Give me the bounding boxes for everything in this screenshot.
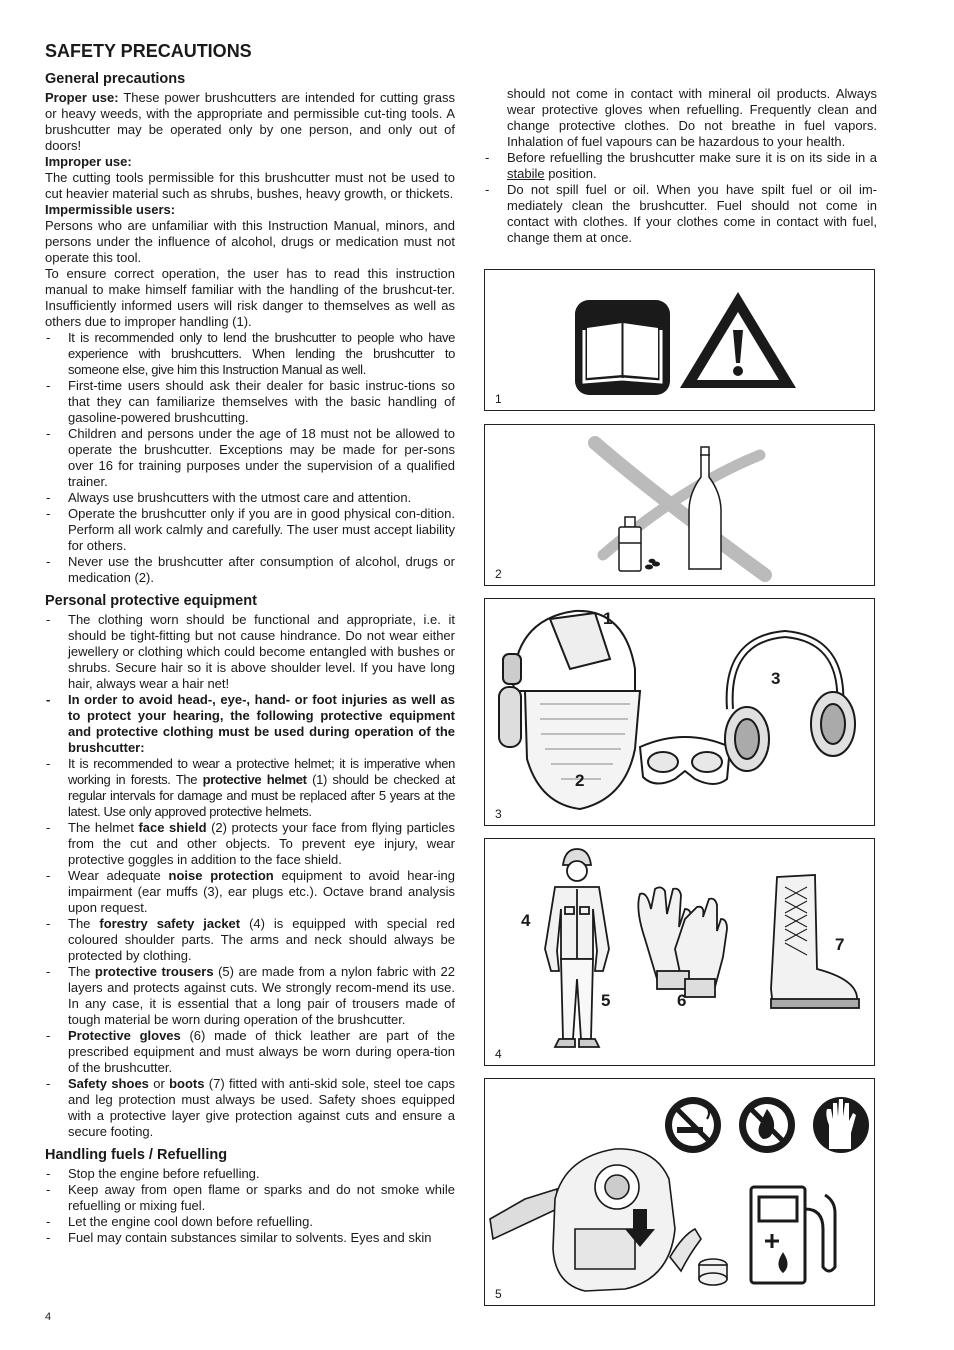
list-item: - Let the engine cool down before refuelling. bbox=[45, 1214, 455, 1230]
callout-helmet: 1 bbox=[603, 609, 613, 628]
list-item bbox=[45, 1028, 455, 1076]
list-item bbox=[45, 964, 455, 1028]
list-item: - It is recommended only to lend the brushcutter to people who have experience with brushcutters. When lending the brushcutter to someone else, give him this Instruction Manual as well. bbox=[45, 330, 455, 378]
read-manual-icon bbox=[575, 300, 670, 395]
list-item: - Children and persons under the age of 18 must not be allowed to operate the brushcutter. Exceptions may be made for per-sons over 16 for training purposes under the supervision of a qualified trainer. bbox=[45, 426, 455, 490]
bold-run: protective helmet bbox=[202, 772, 307, 787]
goggles-icon bbox=[640, 737, 730, 784]
list-item: - Keep away from open flame or sparks and do not smoke while refuelling or mixing fuel. bbox=[45, 1182, 455, 1214]
wear-gloves-icon bbox=[813, 1097, 869, 1153]
protective-clothing-illustration bbox=[485, 839, 876, 1067]
text-run: Wear adequate bbox=[68, 868, 169, 883]
manual-warning-illustration bbox=[485, 270, 876, 412]
underlined-run: stabile bbox=[507, 166, 545, 181]
wine-bottle-icon bbox=[689, 447, 721, 569]
text-run: (4) is equipped with special red coloured shoulder parts. The arms and neck should always be protected by clothing. bbox=[68, 916, 455, 963]
figure-2 bbox=[484, 424, 875, 586]
fuel-continuation: should not come in contact with mineral oil products. Always wear protective gloves when refuelling. Frequently clean and change protective clothes. Do not breathe in fuel vapors. Inhalation of fuel vapours can be hazardous to your health. bbox=[507, 86, 877, 149]
general-list bbox=[45, 330, 455, 586]
protective-trousers-icon bbox=[555, 959, 599, 1047]
list-item: - Operate the brushcutter only if you are in good physical con-dition. Perform all work calmly and carefully. The user must accept liability for others. bbox=[45, 506, 455, 554]
general-heading: General precautions bbox=[45, 71, 186, 87]
pills-icon bbox=[645, 559, 660, 570]
no-open-flame-icon bbox=[739, 1097, 795, 1153]
text-run: (5) are made from a nylon fabric with 22 layers and protects against cuts. We strongly recom-mend its use. In any case, it is essential that a long pair of trousers made of tough material be worn during operation of the brushcutter. bbox=[68, 964, 455, 1027]
no-smoking-icon bbox=[665, 1097, 721, 1153]
warning-triangle-icon bbox=[680, 292, 796, 388]
face-shield-icon bbox=[525, 691, 640, 809]
proper-use-text: These power brushcutters are intended for cutting grass or heavy weeds, with the appropriate and permissible cut-ting tools. A brushcutter may be operated only by one person, and only out of doors! bbox=[45, 90, 455, 153]
text-run: (1) should be checked at regular intervals for damage and must be replaced after 5 years at the latest. Use only approved protective helmets. bbox=[68, 772, 455, 819]
figure-5 bbox=[484, 1078, 875, 1306]
figure-number: 3 bbox=[495, 807, 502, 821]
protective-gloves-icon bbox=[638, 887, 727, 997]
figure-4 bbox=[484, 838, 875, 1066]
fuel-list-right bbox=[484, 150, 877, 246]
bold-run: face shield bbox=[138, 820, 207, 835]
list-item: - Stop the engine before refuelling. bbox=[45, 1166, 455, 1182]
brushcutter-engine-icon bbox=[490, 1149, 701, 1291]
impermissible-users-text: Persons who are unfamiliar with this Instruction Manual, minors, and persons under the influence of alcohol, drugs or medication must not operate this tool. bbox=[45, 218, 455, 265]
page-title: SAFETY PRECAUTIONS bbox=[45, 41, 252, 61]
list-item: - First-time users should ask their dealer for basic instruc-tions so that they can familiarize themselves with the basic handling of gasoline-powered brushcutting. bbox=[45, 378, 455, 426]
bold-run: protective trousers bbox=[94, 964, 214, 979]
list-item bbox=[45, 868, 455, 916]
left-column bbox=[45, 40, 455, 1246]
proper-use-label: Proper use: bbox=[45, 90, 119, 105]
text-run: equipment to avoid hear-ing impairment (ear muffs (3), ear plugs etc.). Octave brand analysis upon request. bbox=[68, 868, 455, 915]
ppe-heading: Personal protective equipment bbox=[45, 593, 257, 609]
list-item: - Do not spill fuel or oil. When you have spilt fuel or oil im-mediately clean the brushcutter. Fuel should not come in contact with clothes. If your clothes come in contact with fuel, change them at once. bbox=[484, 182, 877, 246]
bold-run: Protective gloves bbox=[68, 1028, 181, 1043]
list-item: - In order to avoid head-, eye-, hand- or foot injuries as well as to protect your hearing, the following protective equipment and protective clothing must be used during operation of the brushcutter: bbox=[45, 692, 455, 756]
ppe-list bbox=[45, 612, 455, 1140]
proper-use-paragraph bbox=[45, 90, 455, 154]
bold-run: noise protection bbox=[168, 868, 274, 883]
list-item bbox=[45, 1076, 455, 1140]
text-run: (7) fitted with anti-skid sole, steel toe caps and leg protection must always be used. Safety shoes equipped with a protective layer give protection against cuts and ensure a secure footing. bbox=[68, 1076, 455, 1139]
callout-jacket: 4 bbox=[521, 911, 531, 930]
callout-face-shield: 2 bbox=[575, 771, 585, 790]
fuel-pump-icon bbox=[751, 1187, 835, 1283]
bold-run: Safety shoes bbox=[68, 1076, 149, 1091]
figure-number: 1 bbox=[495, 392, 502, 406]
figure-1 bbox=[484, 269, 875, 411]
figure-number: 4 bbox=[495, 1047, 502, 1061]
text-run: Before refuelling the brushcutter make sure it is on its side in a bbox=[507, 150, 877, 165]
person-helmet-icon bbox=[563, 849, 591, 881]
callout-ear-muffs: 3 bbox=[771, 669, 781, 688]
impermissible-users-label: Impermissible users: bbox=[45, 202, 176, 217]
list-item bbox=[45, 820, 455, 868]
callout-boots: 7 bbox=[835, 935, 845, 954]
bold-run: forestry safety jacket bbox=[99, 916, 241, 931]
list-item: - Fuel may contain substances similar to solvents. Eyes and skin bbox=[45, 1230, 455, 1246]
fuel-heading: Handling fuels / Refuelling bbox=[45, 1147, 228, 1163]
text-run: (2) protects your face from flying particles from the cut and other objects. To prevent eye injury, wear protective goggles in addition to the face shield. bbox=[68, 820, 455, 867]
callout-gloves: 6 bbox=[677, 991, 687, 1010]
page-number: 4 bbox=[45, 1311, 52, 1323]
list-item bbox=[45, 916, 455, 964]
text-run: The bbox=[68, 964, 95, 979]
bold-run: boots bbox=[169, 1076, 205, 1091]
head-protection-illustration bbox=[485, 599, 876, 827]
improper-use-label: Improper use: bbox=[45, 154, 132, 169]
list-item: - Always use brushcutters with the utmost care and attention. bbox=[45, 490, 455, 506]
list-item: - The clothing worn should be functional and appropriate, i.e. it should be tight-fitting but not cause hindrance. Do not wear either jewellery or clothing which could become entangled with bushes or shrubs. Secure hair so it is above shoulder level. If you have long hair, always wear a hair net! bbox=[45, 612, 455, 692]
text-run: The bbox=[68, 916, 100, 931]
figure-number: 2 bbox=[495, 567, 502, 581]
right-column bbox=[484, 86, 877, 246]
improper-use-text: The cutting tools permissible for this brushcutter must not be used to cut heavier material such as shrubs, bushes, heavy growth, or thickets. bbox=[45, 170, 455, 201]
list-item: - Never use the brushcutter after consumption of alcohol, drugs or medication (2). bbox=[45, 554, 455, 586]
callout-trousers: 5 bbox=[601, 991, 611, 1010]
fuel-list bbox=[45, 1166, 455, 1246]
text-run: It is recommended to wear a protective helmet; it is imperative when working in forests. The bbox=[68, 756, 455, 787]
text-run: The helmet bbox=[68, 820, 139, 835]
ensure-operation-text: To ensure correct operation, the user has to read this instruction manual to make himself familiar with the handling of the brushcut-ter. Insufficiently informed users will risk danger to themselves as well as others due to improper handling (1). bbox=[45, 266, 455, 329]
refuelling-illustration bbox=[485, 1079, 876, 1307]
ear-muffs-icon bbox=[725, 634, 855, 771]
safety-boots-icon bbox=[771, 875, 859, 1008]
text-run: (6) made of thick leather are part of the prescribed equipment and must always be worn during opera-tion of the brushcutter. bbox=[68, 1028, 456, 1075]
list-item bbox=[484, 150, 877, 182]
text-run: position. bbox=[544, 166, 597, 181]
no-alcohol-illustration bbox=[485, 425, 876, 587]
list-item bbox=[45, 756, 455, 820]
figure-number: 5 bbox=[495, 1287, 502, 1301]
text-run: or bbox=[148, 1076, 170, 1091]
fuel-cap-icon bbox=[699, 1259, 727, 1285]
figure-3 bbox=[484, 598, 875, 826]
